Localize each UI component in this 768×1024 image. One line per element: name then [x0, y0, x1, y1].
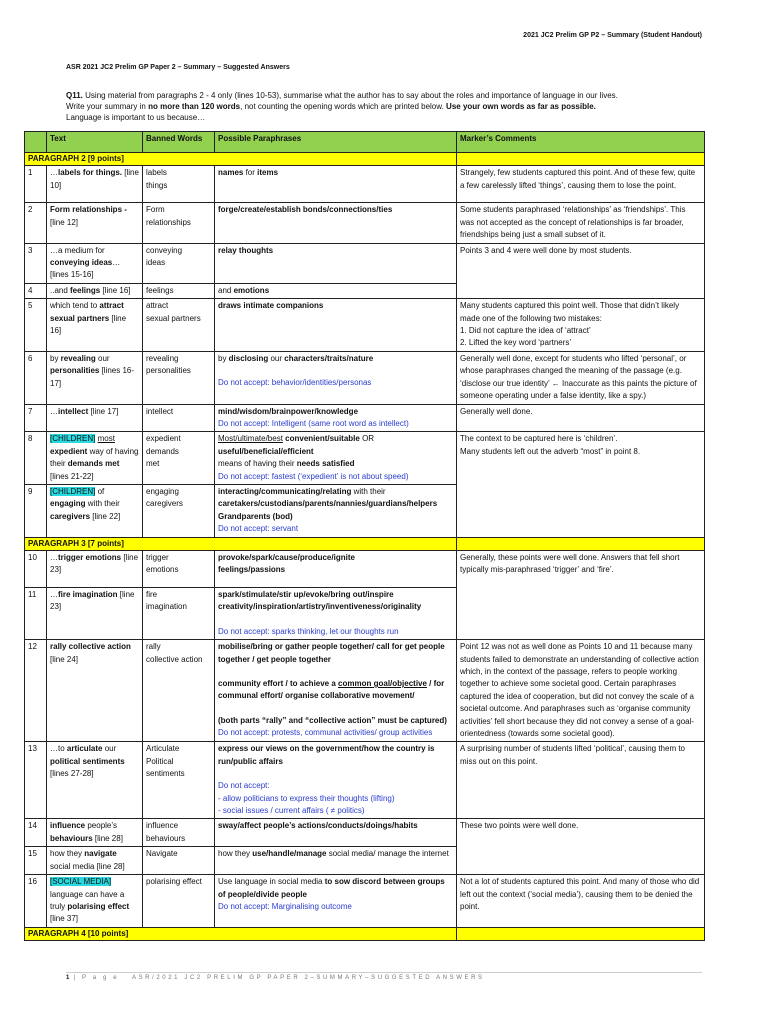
text-cell: [47, 283, 143, 298]
text-part: language can have a truly: [50, 889, 125, 911]
paragraph-3-blank: [457, 537, 705, 550]
paraphrase-part: and: [218, 285, 234, 295]
paragraph-2-label: PARAGRAPH 2 [9 points]: [25, 153, 457, 166]
banned-cell: labels things: [143, 166, 215, 203]
paraphrase-key: disclosing: [228, 353, 269, 363]
table-row: [25, 432, 705, 485]
line-ref: … [lines 15-16]: [50, 258, 121, 280]
paraphrase-part: for: [243, 168, 258, 178]
paragraph-2-blank: [457, 153, 705, 166]
paraphrase-part: means of having their: [218, 459, 297, 469]
paraphrase-key: interacting/communicating/relating: [218, 486, 352, 496]
paraphrase-cell: [215, 742, 457, 819]
header-possible-paraphrases: Possible Paraphrases: [215, 132, 457, 153]
text-cell: [47, 875, 143, 928]
page-label: | P a g e: [69, 975, 120, 981]
text-part: with their: [85, 499, 120, 509]
point-number: 14: [25, 819, 47, 847]
line-ref: [line 12]: [50, 217, 79, 227]
paraphrase-part: OR: [359, 434, 375, 444]
table-row: [25, 875, 705, 928]
paraphrase-key: convenient/suitable: [285, 434, 360, 444]
paraphrase-cell: [215, 432, 457, 485]
not-accepted-note: Do not accept: Marginalising outcome: [218, 901, 352, 911]
word-limit: no more than 120 words: [148, 102, 241, 111]
text-cell: [47, 742, 143, 819]
text-key: navigate: [84, 849, 117, 859]
paraphrase-key: mobilise/bring or gather people together/ call for get people together / get people together: [218, 642, 445, 664]
text-cell: [47, 203, 143, 243]
banned-cell: rally collective action: [143, 640, 215, 742]
banned-cell: Form relationships: [143, 203, 215, 243]
paraphrase-key: / for communal effort/ organise collaborative movement/: [218, 679, 445, 701]
banned-cell: intellect: [143, 404, 215, 432]
paraphrase-key: creativity/inspiration/artistry/inventiveness/originality: [218, 602, 422, 612]
text-part: our: [95, 353, 110, 363]
paraphrase-part: social media/ manage the internet: [326, 849, 449, 859]
paraphrase-key: mind/wisdom/brainpower/knowledge: [218, 406, 359, 416]
document-title: ASR 2021 JC2 Prelim GP Paper 2 – Summary – Suggested Answers: [66, 64, 290, 71]
paraphrase-key: useful/beneficial/efficient: [218, 446, 314, 456]
paraphrase-cell: [215, 875, 457, 928]
text-part: …: [50, 168, 58, 178]
comment-cell: Generally well done, except for students who lifted ‘personal’, or whose paraphrases changed the meaning of the passage (e.g. ‘disclose our true identity’ ← Inaccurate as this paints the picture of someone operating under a false identity, like a spy.): [457, 351, 705, 404]
text-part: people’s: [85, 821, 118, 831]
paraphrase-cell: [215, 166, 457, 203]
comment-cell: A surprising number of students lifted ‘political’, causing them to miss out on this point.: [457, 742, 705, 819]
table-header-row: [25, 132, 705, 153]
banned-cell: revealing personalities: [143, 351, 215, 404]
text-cell: [47, 404, 143, 432]
point-number: 7: [25, 404, 47, 432]
not-accepted-note: Do not accept: servant: [218, 524, 299, 534]
paraphrase-key: spark/stimulate/stir up/evoke/bring out/inspire: [218, 589, 394, 599]
text-key: trigger emotions: [58, 552, 122, 562]
comment-line: 2. Lifted the key word ‘partners’: [460, 338, 572, 348]
table-row: [25, 819, 705, 847]
banned-cell: Navigate: [143, 847, 215, 875]
header-banned-words: Banned Words: [143, 132, 215, 153]
table-row: [25, 550, 705, 587]
point-number: 3: [25, 243, 47, 283]
paraphrase-key: needs satisfied: [296, 459, 355, 469]
paraphrase-cell: [215, 484, 457, 537]
paragraph-2-row: [25, 153, 705, 166]
running-header: 2021 JC2 Prelim GP P2 – Summary (Student Handout): [523, 32, 702, 39]
line-ref: [line 23]: [50, 552, 139, 575]
paragraph-3-row: [25, 537, 705, 550]
comment-cell: Generally well done.: [457, 404, 705, 432]
banned-cell: expedient demands met: [143, 432, 215, 485]
point-number: 13: [25, 742, 47, 819]
text-part: of: [95, 486, 105, 496]
text-key: labels for things.: [58, 168, 123, 178]
banned-cell: feelings: [143, 283, 215, 298]
not-accepted-note: Do not accept: protests, communal activities/ group activities: [218, 728, 433, 738]
line-ref: [line 24]: [50, 654, 79, 664]
line-ref: [line 10]: [50, 168, 139, 190]
not-accepted-note: Do not accept: Intelligent (same root word as intellect): [218, 418, 409, 428]
point-number: 4: [25, 283, 47, 298]
not-accepted-note: Do not accept: sparks thinking, let our thoughts run: [218, 626, 399, 636]
banned-cell: polarising effect: [143, 875, 215, 928]
own-words-instruction: Use your own words as far as possible.: [446, 102, 596, 111]
text-cell: [47, 587, 143, 639]
text-key: political sentiments: [50, 756, 125, 766]
paraphrase-key: use/handle/manage: [252, 849, 327, 859]
text-part: …: [50, 589, 58, 599]
line-ref: [line 28]: [92, 833, 123, 843]
line-ref: [lines 27-28]: [50, 769, 94, 779]
not-accepted-note: - social issues / current affairs ( ≠ politics): [218, 806, 365, 816]
comment-cell: Not a lot of students captured this point. And many of those who did left out the context (‘social media’), causing them to be denied the point.: [457, 875, 705, 928]
page-footer: [66, 972, 702, 981]
text-cell: [47, 432, 143, 485]
text-cell: [47, 243, 143, 283]
comment-line: The context to be captured here is ‘children’.: [460, 434, 618, 444]
banned-cell: attract sexual partners: [143, 299, 215, 352]
banned-cell: Articulate Political sentiments: [143, 742, 215, 819]
text-key: demands met: [67, 459, 120, 469]
paraphrase-cell: [215, 587, 457, 639]
banned-cell: fire imagination: [143, 587, 215, 639]
point-number: 9: [25, 484, 47, 537]
line-ref: [line 16]: [100, 285, 131, 295]
paraphrase-cell: [215, 404, 457, 432]
comment-line: Many students captured this point well. Those that didn’t likely made one of the following two mistakes:: [460, 301, 680, 323]
paraphrase-key: items: [257, 168, 279, 178]
text-key: expedient: [50, 446, 88, 456]
comment-cell: [457, 432, 705, 537]
text-part: …to: [50, 744, 67, 754]
paraphrase-key: feelings/passions: [218, 565, 286, 575]
paraphrase-cell: [215, 847, 457, 875]
paraphrase-key: to sow discord between groups of people/divide people: [218, 877, 445, 899]
text-key: fire imagination: [58, 589, 118, 599]
point-number: 10: [25, 550, 47, 587]
comment-cell: Generally, these points were well done. Answers that fell short typically mis-paraphrased ‘trigger’ and ‘fire’.: [457, 550, 705, 639]
text-part: …: [50, 552, 58, 562]
text-cell: [47, 299, 143, 352]
table-row: [25, 351, 705, 404]
text-part: how they: [50, 849, 85, 859]
line-ref: [line 22]: [90, 511, 121, 521]
banned-cell: conveying ideas: [143, 243, 215, 283]
line-ref: [lines 16-17]: [50, 366, 135, 388]
line-ref: [line 37]: [50, 914, 79, 924]
paragraph-4-row: [25, 927, 705, 940]
not-accepted-note: - allow politicians to express their thoughts (lifting): [218, 793, 395, 803]
comment-cell: Point 12 was not as well done as Points 10 and 11 because many students failed to demonstrate an understanding of collective action which, in the context of the passage, refers to people working together to achieve some societal good. Certain paraphrases captured the idea of cooperation, but did not convey the scale of a societal outcome. And paraphrases such as ‘organise community activities’ fell short because they did not convey a sense of a goal-orientedness (towards some societal good).: [457, 640, 705, 742]
paraphrase-key: provoke/spark/cause/produce/ignite: [218, 552, 355, 562]
text-part: ..and: [50, 285, 71, 295]
comment-line: 1. Did not capture the idea of ‘attract’: [460, 326, 591, 336]
text-key: revealing: [60, 353, 96, 363]
paraphrase-cell: [215, 550, 457, 587]
not-accepted-note: Do not accept: behavior/identities/personas: [218, 378, 372, 388]
comment-cell: Some students paraphrased ‘relationships’ as ‘friendships’. This was not accepted as the concept of relationships is far broader, friendships being just a small subset of it.: [457, 203, 705, 243]
text-cell: [47, 640, 143, 742]
text-cell: [47, 819, 143, 847]
paraphrase-part: our: [268, 353, 285, 363]
text-key: rally collective action: [50, 642, 131, 652]
footer-title: ASR/2021 JC2 PRELIM GP PAPER 2–SUMMARY–SUGGESTED ANSWERS: [131, 975, 485, 981]
text-key: personalities: [50, 366, 100, 376]
paragraph-4-label: PARAGRAPH 4 [10 points]: [25, 927, 457, 940]
paraphrase-cell: [215, 283, 457, 298]
text-key: influence: [50, 821, 86, 831]
line-ref: [line 17]: [88, 406, 119, 416]
paraphrase-cell: sway/affect people’s actions/conducts/doings/habits: [215, 819, 457, 847]
paraphrase-cell: forge/create/establish bonds/connections/ties: [215, 203, 457, 243]
not-accepted-note: Do not accept:: [218, 781, 270, 791]
text-key: conveying ideas: [50, 258, 113, 268]
text-part: way of having their: [50, 446, 139, 469]
point-number: 1: [25, 166, 47, 203]
text-key: polarising effect: [67, 901, 130, 911]
line-ref: [lines 21-22]: [50, 471, 94, 481]
paraphrase-key: Grandparents (bod): [218, 511, 293, 521]
paraphrase-key: names: [218, 168, 244, 178]
question-line-1: Using material from paragraphs 2 - 4 only (lines 10-53), summarise what the author has to say about the roles and importance of language in our lives.: [85, 91, 618, 100]
banned-cell: influence behaviours: [143, 819, 215, 847]
text-part: …a medium for: [50, 245, 105, 255]
table-row: [25, 166, 705, 203]
comment-cell: Points 3 and 4 were well done by most students.: [457, 243, 705, 299]
text-cell: [47, 550, 143, 587]
text-key: engaging: [50, 499, 86, 509]
point-number: 6: [25, 351, 47, 404]
header-number: [25, 132, 47, 153]
page-number: 1: [66, 975, 70, 981]
text-key: intellect: [58, 406, 89, 416]
point-number: 2: [25, 203, 47, 243]
paraphrase-part: how they: [218, 849, 253, 859]
question-prompt: [66, 90, 706, 123]
paraphrase-part: with their: [351, 486, 386, 496]
text-cell: [47, 166, 143, 203]
banned-cell: engaging caregivers: [143, 484, 215, 537]
point-number: 15: [25, 847, 47, 875]
text-part: which tend to: [50, 301, 100, 311]
point-number: 16: [25, 875, 47, 928]
table-row: [25, 640, 705, 742]
text-key: most: [97, 434, 115, 444]
paraphrase-cell: [215, 640, 457, 742]
paraphrase-cell: relay thoughts: [215, 243, 457, 283]
comment-cell: These two points were well done.: [457, 819, 705, 875]
comment-line: Many students left out the adverb “most” in point 8.: [460, 446, 641, 456]
text-part: our: [102, 744, 117, 754]
header-text: Text: [47, 132, 143, 153]
question-label: Q11.: [66, 91, 83, 100]
paraphrase-cell: [215, 351, 457, 404]
point-number: 12: [25, 640, 47, 742]
text-cell: [47, 351, 143, 404]
comment-cell: [457, 299, 705, 352]
context-highlight: [CHILDREN]: [50, 434, 96, 444]
paraphrase-note: (both parts “rally” and “collective action” must be captured): [218, 715, 447, 725]
header-markers-comments: Marker’s Comments: [457, 132, 705, 153]
text-cell: [47, 484, 143, 537]
point-number: 8: [25, 432, 47, 485]
text-key: feelings: [70, 285, 101, 295]
answer-table: [24, 131, 705, 941]
paraphrase-key: characters/traits/nature: [284, 353, 374, 363]
text-key: attract sexual partners: [50, 301, 124, 323]
paragraph-4-blank: [457, 927, 705, 940]
context-highlight: [SOCIAL MEDIA]: [50, 877, 112, 887]
text-part: by: [50, 353, 61, 363]
text-key: Form relationships -: [50, 205, 127, 215]
line-ref: [line 23]: [50, 589, 135, 612]
table-row: [25, 243, 705, 283]
table-row: [25, 203, 705, 243]
text-key: behaviours: [50, 833, 93, 843]
point-number: 11: [25, 587, 47, 639]
point-number: 5: [25, 299, 47, 352]
opening-words: Language is important to us because…: [66, 113, 206, 122]
comment-cell: Strangely, few students captured this point. And of these few, quite a few carelessly lifted ‘things’, causing them to lose the point.: [457, 166, 705, 203]
paraphrase-key: Most/ultimate/best: [218, 434, 283, 444]
text-key: articulate: [66, 744, 103, 754]
line-ref: [line 16]: [50, 313, 127, 336]
question-line-2a: Write your summary in: [66, 102, 149, 111]
text-key: caregivers: [50, 511, 91, 521]
paraphrase-part: by: [218, 353, 229, 363]
paragraph-3-label: PARAGRAPH 3 [7 points]: [25, 537, 457, 550]
text-part: …: [50, 406, 58, 416]
table-row: [25, 742, 705, 819]
text-cell: [47, 847, 143, 875]
paraphrase-key: common goal/objective: [338, 679, 427, 688]
paraphrase-key: community effort / to achieve a: [218, 679, 339, 688]
context-highlight: [CHILDREN]: [50, 486, 96, 496]
line-ref: social media [line 28]: [50, 861, 125, 871]
paraphrase-key: caretakers/custodians/parents/nannies/guardians/helpers: [218, 499, 438, 509]
not-accepted-note: Do not accept: fastest (‘expedient’ is not about speed): [218, 471, 409, 481]
paraphrase-cell: draws intimate companions: [215, 299, 457, 352]
table-row: [25, 299, 705, 352]
banned-cell: trigger emotions: [143, 550, 215, 587]
paraphrase-key: emotions: [233, 285, 270, 295]
paraphrase-key: express our views on the government/how the country is run/public affairs: [218, 744, 435, 766]
question-line-2c: , not counting the opening words which are printed below.: [240, 102, 447, 111]
table-row: [25, 404, 705, 432]
paraphrase-part: Use language in social media: [218, 877, 325, 887]
